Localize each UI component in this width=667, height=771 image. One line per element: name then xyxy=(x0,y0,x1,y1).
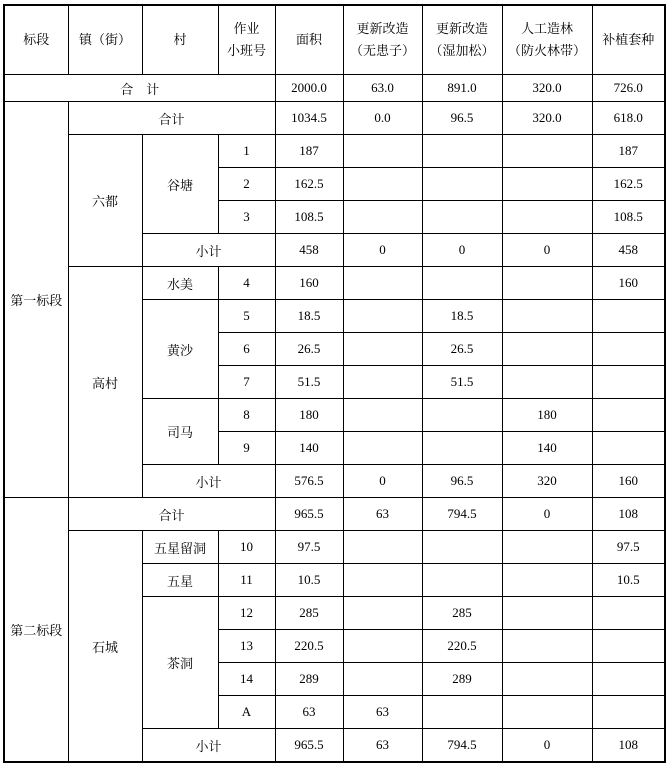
wuhuanzi-cell: 63 xyxy=(343,696,422,729)
area-cell: 140 xyxy=(275,432,343,465)
replanting-cell: 10.5 xyxy=(592,564,665,597)
section2-label: 第二标段 xyxy=(4,498,68,763)
plot-number-cell: 12 xyxy=(218,597,275,630)
cell-empty xyxy=(343,135,422,168)
subtotal-area: 965.5 xyxy=(275,729,343,763)
cell-empty xyxy=(343,531,422,564)
village-cell-huangsha: 黄沙 xyxy=(142,300,218,399)
subtotal-wuhuanzi: 0 xyxy=(343,234,422,267)
col-header-renewal-shijiasong-line1: 更新改造 xyxy=(435,21,488,36)
plot-number-cell: 8 xyxy=(218,399,275,432)
col-header-replanting: 补植套种 xyxy=(592,5,665,75)
plot-number-cell: 4 xyxy=(218,267,275,300)
cell-empty xyxy=(502,597,592,630)
area-cell: 162.5 xyxy=(275,168,343,201)
cell-empty xyxy=(502,564,592,597)
shijiasong-cell: 51.5 xyxy=(422,366,502,399)
cell-empty xyxy=(502,366,592,399)
subtotal-firebreak: 0 xyxy=(502,729,592,763)
cell-empty xyxy=(592,597,665,630)
cell-empty xyxy=(343,201,422,234)
subtotal-replanting: 458 xyxy=(592,234,665,267)
section1-total-area: 1034.5 xyxy=(275,102,343,135)
town-cell-shicheng: 石城 xyxy=(68,531,142,763)
grand-total-firebreak: 320.0 xyxy=(502,75,592,102)
section1-label: 第一标段 xyxy=(4,102,68,498)
area-cell: 26.5 xyxy=(275,333,343,366)
grand-total-row xyxy=(4,75,665,102)
area-cell: 187 xyxy=(275,135,343,168)
plot-number-cell: 13 xyxy=(218,630,275,663)
area-cell: 51.5 xyxy=(275,366,343,399)
cell-empty xyxy=(343,168,422,201)
cell-empty xyxy=(422,168,502,201)
plot-number-cell: A xyxy=(218,696,275,729)
cell-empty xyxy=(592,630,665,663)
replanting-cell: 162.5 xyxy=(592,168,665,201)
col-header-renewal-shijiasong-line2: （湿加松） xyxy=(429,43,495,58)
cell-empty xyxy=(502,300,592,333)
plot-number-cell: 14 xyxy=(218,663,275,696)
table-header-row xyxy=(4,5,665,75)
grand-total-area: 2000.0 xyxy=(275,75,343,102)
village-cell-wuxingliudong: 五星留洞 xyxy=(142,531,218,564)
col-header-renewal-wuhuanzi xyxy=(343,5,422,75)
replanting-cell: 187 xyxy=(592,135,665,168)
cell-empty xyxy=(502,531,592,564)
section2-total-row xyxy=(4,498,665,531)
table-row xyxy=(4,531,665,564)
forestry-work-table xyxy=(3,4,666,763)
replanting-cell: 97.5 xyxy=(592,531,665,564)
replanting-cell: 160 xyxy=(592,267,665,300)
col-header-town: 镇（街） xyxy=(68,5,142,75)
table-row xyxy=(4,267,665,300)
cell-empty xyxy=(343,564,422,597)
cell-empty xyxy=(592,333,665,366)
grand-total-replanting: 726.0 xyxy=(592,75,665,102)
col-header-section: 标段 xyxy=(4,5,68,75)
cell-empty xyxy=(422,201,502,234)
col-header-plot-number-line1: 作业 xyxy=(233,21,260,36)
section2-total-replanting: 108 xyxy=(592,498,665,531)
section1-total-label: 合计 xyxy=(68,102,275,135)
plot-number-cell: 1 xyxy=(218,135,275,168)
section2-total-shijiasong: 794.5 xyxy=(422,498,502,531)
area-cell: 180 xyxy=(275,399,343,432)
area-cell: 220.5 xyxy=(275,630,343,663)
subtotal-area: 576.5 xyxy=(275,465,343,498)
cell-empty xyxy=(422,696,502,729)
firebreak-cell: 140 xyxy=(502,432,592,465)
plot-number-cell: 2 xyxy=(218,168,275,201)
subtotal-shijiasong: 0 xyxy=(422,234,502,267)
subtotal-replanting: 160 xyxy=(592,465,665,498)
village-cell-wuxing: 五星 xyxy=(142,564,218,597)
subtotal-wuhuanzi: 63 xyxy=(343,729,422,763)
col-header-afforestation-firebreak-line1: 人工造林 xyxy=(520,21,573,36)
col-header-area: 面积 xyxy=(275,5,343,75)
cell-empty xyxy=(422,399,502,432)
cell-empty xyxy=(592,366,665,399)
plot-number-cell: 3 xyxy=(218,201,275,234)
section1-total-row xyxy=(4,102,665,135)
area-cell: 18.5 xyxy=(275,300,343,333)
subtotal-firebreak: 0 xyxy=(502,234,592,267)
cell-empty xyxy=(592,432,665,465)
shijiasong-cell: 285 xyxy=(422,597,502,630)
cell-empty xyxy=(422,267,502,300)
cell-empty xyxy=(502,168,592,201)
cell-empty xyxy=(422,432,502,465)
subtotal-shijiasong: 96.5 xyxy=(422,465,502,498)
area-cell: 285 xyxy=(275,597,343,630)
cell-empty xyxy=(502,135,592,168)
firebreak-cell: 180 xyxy=(502,399,592,432)
subtotal-replanting: 108 xyxy=(592,729,665,763)
section1-total-firebreak: 320.0 xyxy=(502,102,592,135)
cell-empty xyxy=(502,663,592,696)
section1-total-replanting: 618.0 xyxy=(592,102,665,135)
cell-empty xyxy=(502,630,592,663)
grand-total-wuhuanzi: 63.0 xyxy=(343,75,422,102)
grand-total-shijiasong: 891.0 xyxy=(422,75,502,102)
section2-total-wuhuanzi: 63 xyxy=(343,498,422,531)
subtotal-wuhuanzi: 0 xyxy=(343,465,422,498)
area-cell: 289 xyxy=(275,663,343,696)
cell-empty xyxy=(502,201,592,234)
subtotal-shijiasong: 794.5 xyxy=(422,729,502,763)
shijiasong-cell: 18.5 xyxy=(422,300,502,333)
cell-empty xyxy=(343,597,422,630)
col-header-plot-number xyxy=(218,5,275,75)
plot-number-cell: 9 xyxy=(218,432,275,465)
section2-total-firebreak: 0 xyxy=(502,498,592,531)
cell-empty xyxy=(343,333,422,366)
table-row xyxy=(4,135,665,168)
village-cell-chadong: 茶洞 xyxy=(142,597,218,729)
cell-empty xyxy=(343,630,422,663)
town-cell-liudu: 六都 xyxy=(68,135,142,267)
section1-total-shijiasong: 96.5 xyxy=(422,102,502,135)
cell-empty xyxy=(343,267,422,300)
area-cell: 160 xyxy=(275,267,343,300)
village-cell-shuimei: 水美 xyxy=(142,267,218,300)
subtotal-label: 小计 xyxy=(142,234,275,267)
cell-empty xyxy=(592,399,665,432)
town-cell-gaocun: 高村 xyxy=(68,267,142,498)
cell-empty xyxy=(422,135,502,168)
cell-empty xyxy=(343,663,422,696)
area-cell: 63 xyxy=(275,696,343,729)
col-header-plot-number-line2: 小班号 xyxy=(226,43,266,58)
cell-empty xyxy=(343,300,422,333)
cell-empty xyxy=(502,267,592,300)
area-cell: 10.5 xyxy=(275,564,343,597)
village-cell-sima: 司马 xyxy=(142,399,218,465)
cell-empty xyxy=(502,696,592,729)
plot-number-cell: 7 xyxy=(218,366,275,399)
cell-empty xyxy=(592,663,665,696)
shijiasong-cell: 220.5 xyxy=(422,630,502,663)
plot-number-cell: 10 xyxy=(218,531,275,564)
section2-total-area: 965.5 xyxy=(275,498,343,531)
section1-total-wuhuanzi: 0.0 xyxy=(343,102,422,135)
area-cell: 97.5 xyxy=(275,531,343,564)
subtotal-area: 458 xyxy=(275,234,343,267)
shijiasong-cell: 26.5 xyxy=(422,333,502,366)
col-header-renewal-wuhuanzi-line1: 更新改造 xyxy=(356,21,409,36)
plot-number-cell: 5 xyxy=(218,300,275,333)
plot-number-cell: 11 xyxy=(218,564,275,597)
cell-empty xyxy=(422,531,502,564)
cell-empty xyxy=(343,432,422,465)
subtotal-label: 小计 xyxy=(142,465,275,498)
col-header-afforestation-firebreak-line2: （防火林带） xyxy=(507,43,586,58)
col-header-renewal-shijiasong xyxy=(422,5,502,75)
grand-total-label: 合 计 xyxy=(4,75,275,102)
col-header-renewal-wuhuanzi-line2: （无患子） xyxy=(349,43,415,58)
cell-empty xyxy=(343,366,422,399)
cell-empty xyxy=(422,564,502,597)
cell-empty xyxy=(592,300,665,333)
shijiasong-cell: 289 xyxy=(422,663,502,696)
replanting-cell: 108.5 xyxy=(592,201,665,234)
cell-empty xyxy=(343,399,422,432)
subtotal-firebreak: 320 xyxy=(502,465,592,498)
plot-number-cell: 6 xyxy=(218,333,275,366)
area-cell: 108.5 xyxy=(275,201,343,234)
section2-total-label: 合计 xyxy=(68,498,275,531)
cell-empty xyxy=(592,696,665,729)
col-header-afforestation-firebreak xyxy=(502,5,592,75)
subtotal-label: 小计 xyxy=(142,729,275,763)
cell-empty xyxy=(502,333,592,366)
col-header-village: 村 xyxy=(142,5,218,75)
village-cell-gutang: 谷塘 xyxy=(142,135,218,234)
